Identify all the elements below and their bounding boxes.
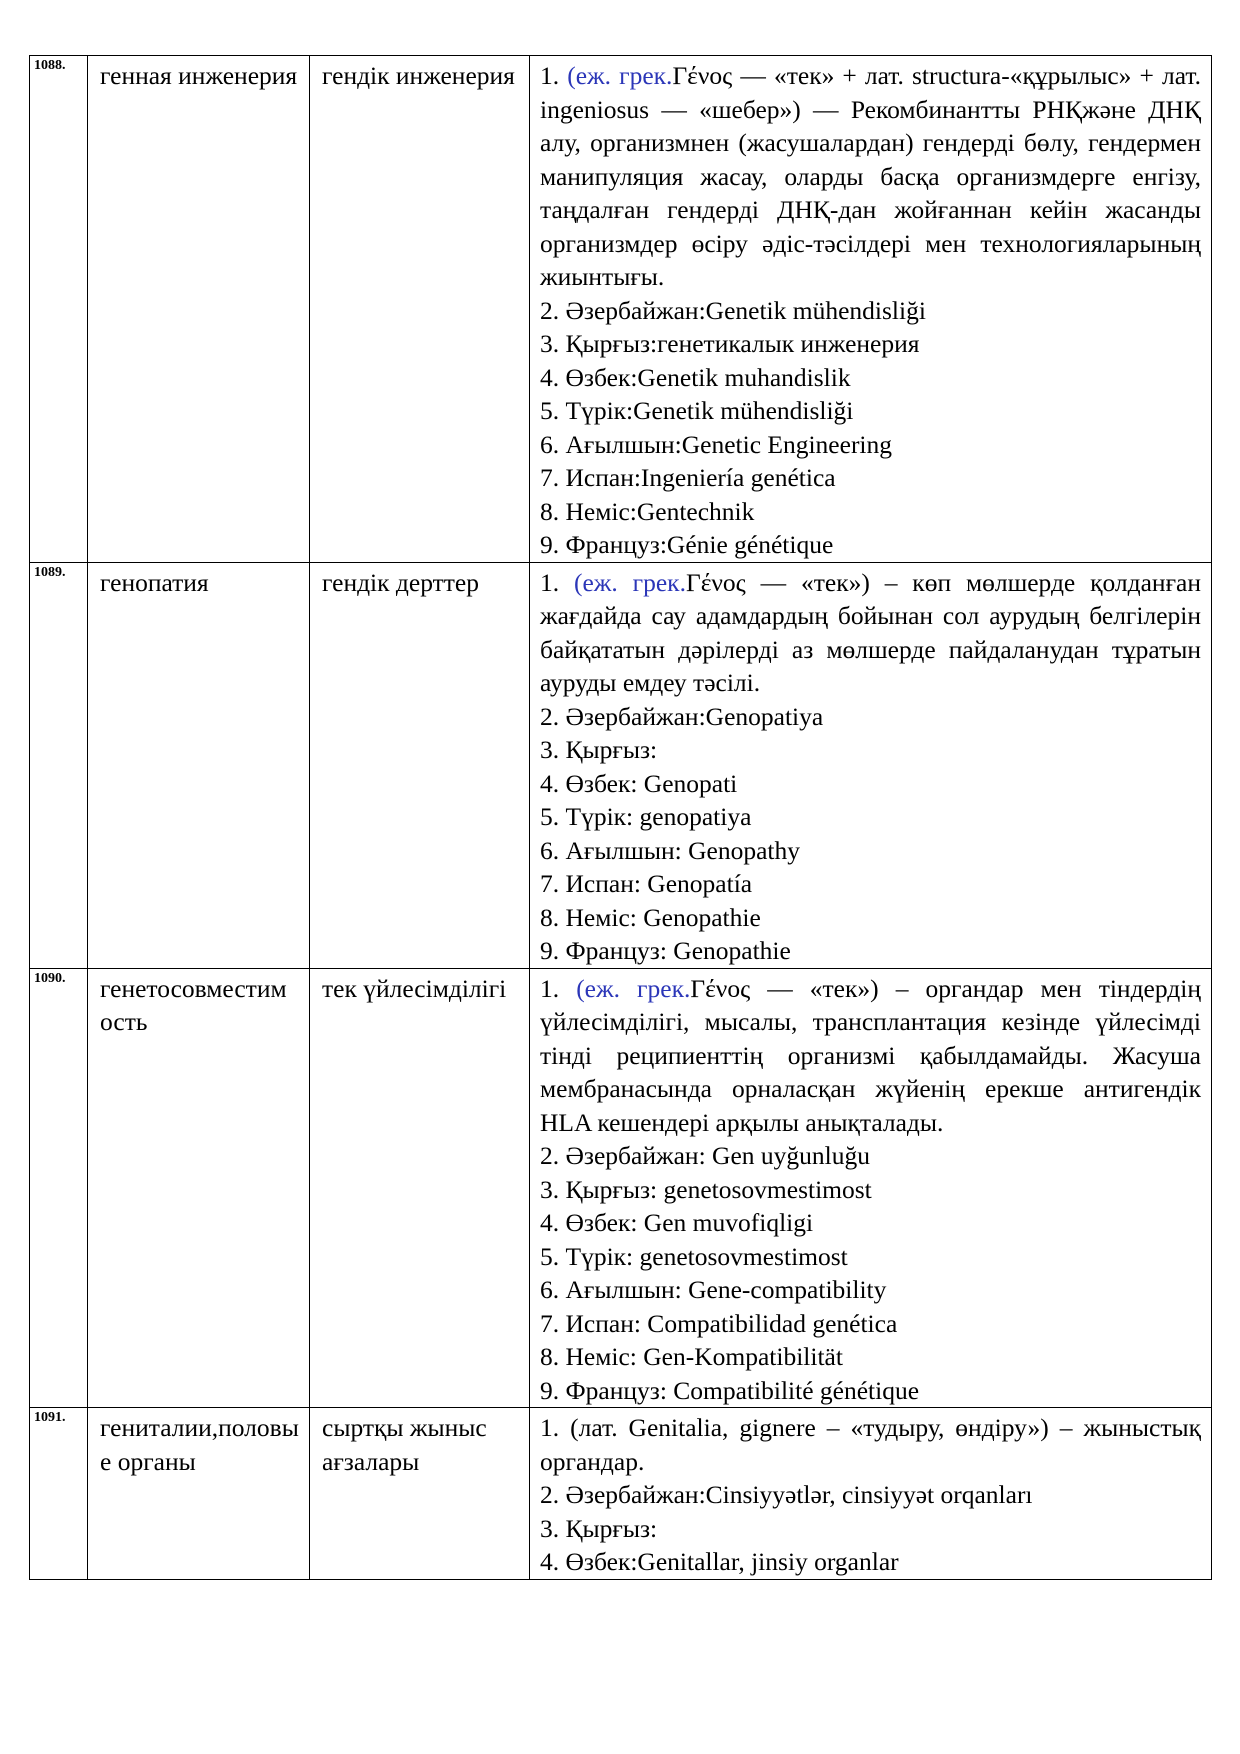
term-kazakh: гендік инженерия	[310, 56, 530, 563]
definition-etym: (еж. грек.	[573, 567, 686, 597]
translation-line: 6. Ағылшын: Genopathy	[540, 835, 800, 865]
translation-line: 2. Әзербайжан:Genetik mühendisliği	[540, 295, 926, 325]
term-kazakh: тек үйлесімділігі	[310, 968, 530, 1408]
translation-line: 8. Неміс:Gentechnik	[540, 496, 755, 526]
entry-number: 1091.	[30, 1408, 88, 1580]
definition-text	[540, 972, 1201, 1140]
translation-line: 3. Қырғыз:	[540, 735, 658, 764]
definition-etym: (еж. грек.	[567, 61, 673, 90]
definition-cell	[530, 562, 1212, 968]
translation-line: 4. Өзбек:Genetik muhandislik	[540, 362, 851, 392]
translation-line: 4. Өзбек: Gen muvofiqligi	[540, 1208, 814, 1237]
translation-line: 2. Әзербайжан:Genopatiya	[540, 701, 824, 731]
definition-text	[540, 566, 1201, 700]
definition-mid: Γένος — «тек») – органдар	[690, 973, 1041, 1003]
table-row	[30, 562, 1212, 968]
table-row	[30, 1408, 1212, 1580]
entry-number: 1089.	[30, 562, 88, 968]
translation-line: 7. Испан: Genopatía	[540, 869, 753, 898]
definition-rest: мен тіндердің үйлесімділігі, мысалы, трансплантация кезінде үйлесімді тінді реципиенттің организмі қабылдамайды. Жасуша мембранасында орналасқан жүйенің ерекше антигендік HLA кешендері арқылы анықталады.	[540, 973, 1201, 1137]
translation-line: 8. Неміс: Genopathie	[540, 902, 761, 932]
definition-rest: (лат. Genitalia, gignere – «тудыру, өндіру») – жыныстық органдар.	[540, 1413, 1202, 1476]
translation-line: 9. Француз: Genopathie	[540, 936, 791, 965]
translation-line: 6. Ағылшын: Gene-compatibility	[540, 1275, 887, 1304]
translation-line: 7. Испан:Ingeniería genética	[540, 463, 836, 492]
definition-lead: 1.	[540, 567, 574, 597]
definition-lead: 1.	[540, 61, 568, 90]
entry-number: 1090.	[30, 968, 88, 1408]
term-russian: генопатия	[88, 562, 310, 968]
definition-cell	[530, 56, 1212, 563]
definition-mid: Γένος — «тек») – көп	[685, 567, 966, 597]
term-kazakh: сыртқы жыныс ағзалары	[310, 1408, 530, 1580]
definition-cell	[530, 968, 1212, 1408]
definition-etym: (еж. грек.	[576, 973, 691, 1003]
translation-line: 5. Түрік: genopatiya	[540, 802, 752, 831]
translation-line: 3. Қырғыз:генетикалык инженерия	[540, 329, 920, 358]
definition-text	[540, 59, 1201, 294]
translation-line: 8. Неміс: Gen-Kompatibilität	[540, 1342, 843, 1371]
definition-lead: 1.	[540, 1413, 571, 1442]
term-kazakh: гендік дерттер	[310, 562, 530, 968]
translation-line: 4. Өзбек:Genitallar, jinsiy organlar	[540, 1547, 899, 1576]
translation-line: 5. Түрік: genetosovmestimost	[540, 1241, 848, 1271]
definition-mid: Γένος — «тек» + лат. structura-«құрылыс» + лат. ingeniosus — «шебер») —	[540, 61, 1201, 124]
translation-line: 5. Түрік:Genetik mühendisliği	[540, 396, 854, 425]
translation-line: 7. Испан: Compatibilidad genética	[540, 1308, 898, 1338]
term-russian: генная инженерия	[88, 56, 310, 563]
document-page	[29, 55, 1211, 1580]
entry-number: 1088.	[30, 56, 88, 563]
glossary-table	[29, 55, 1212, 1580]
term-russian: генетосовместимость	[88, 968, 310, 1408]
definition-text	[540, 1411, 1201, 1478]
translation-line: 9. Француз: Compatibilité génétique	[540, 1375, 920, 1405]
term-russian: гениталии,половые органы	[88, 1408, 310, 1580]
translation-line: 2. Әзербайжан: Gen uyğunluğu	[540, 1141, 870, 1170]
definition-rest: мөлшерде қолданған жағдайда сау адамдардың бойынан сол аурудың белгілерін байқататын дәрілерді аз мөлшерде пайдаланудан тұратын ауруды емдеу тәсілі.	[540, 567, 1201, 697]
translation-line: 9. Француз:Génie génétique	[540, 530, 834, 559]
translation-line: 3. Қырғыз:	[540, 1513, 658, 1543]
translation-line: 2. Әзербайжан:Cinsiyyətlər, cinsiyyət orqanları	[540, 1480, 1033, 1509]
definition-cell	[530, 1408, 1212, 1580]
table-row	[30, 968, 1212, 1408]
definition-lead: 1.	[540, 973, 577, 1003]
translation-line: 4. Өзбек: Genopati	[540, 768, 738, 798]
translation-line: 3. Қырғыз: genetosovmestimost	[540, 1174, 872, 1204]
table-row	[30, 56, 1212, 563]
definition-rest: Рекомбинантты РНҚжәне ДНҚ алу, организмнен (жасушалардан) гендерді бөлу, гендермен манипуляция жасау, оларды басқа организмдерге енгізу, таңдалған гендерді ДНҚ-дан жойғаннан кейін жасанды организмдер өсіру әдіс-тәсілдері мен технологияларының жиынтығы.	[540, 94, 1201, 291]
translation-line: 6. Ағылшын:Genetic Engineering	[540, 429, 893, 459]
